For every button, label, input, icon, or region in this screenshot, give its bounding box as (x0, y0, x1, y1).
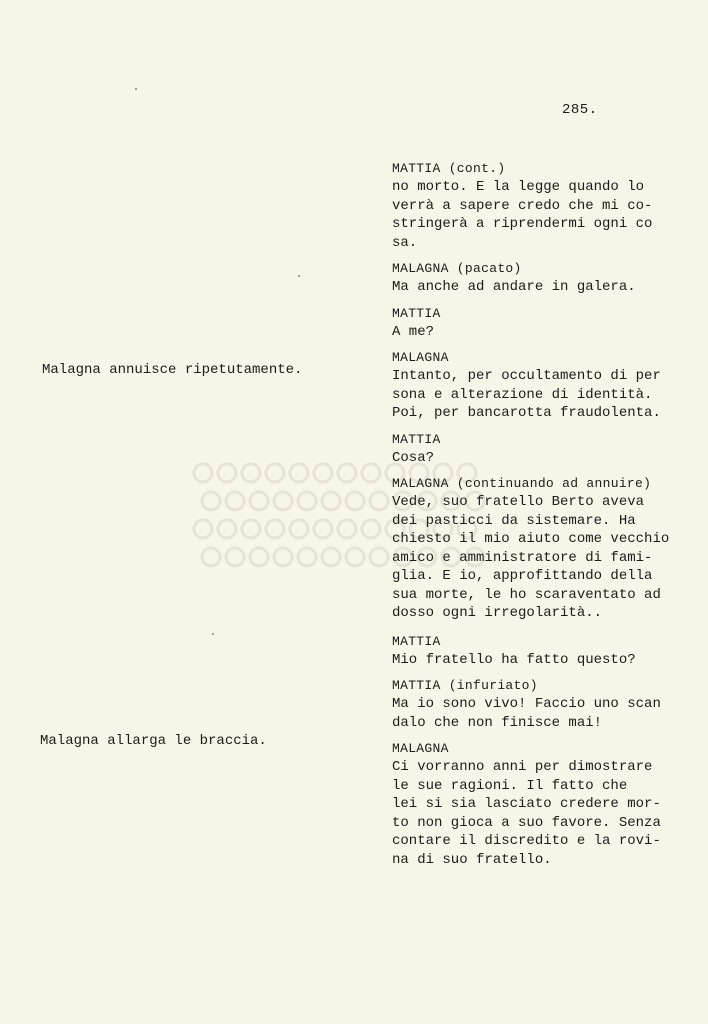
stage-direction-1: Malagna annuisce ripetutamente. (42, 362, 303, 378)
speech-text (392, 493, 702, 623)
speech-line: Ma anche ad andare in galera. (392, 279, 636, 295)
dialogue-column (392, 160, 702, 877)
speaker-name: MATTIA (392, 633, 441, 649)
speech-line: Vede, suo fratello Berto aveva (392, 494, 645, 510)
speech-line: dalo che non finisce mai! (392, 714, 603, 731)
speech-line: Ci vorranno anni per dimostrare (392, 759, 653, 775)
paper-speck (212, 633, 214, 635)
speech-text (392, 695, 702, 732)
dialogue-block (392, 677, 702, 732)
speech-line: Mio fratello ha fatto questo? (392, 651, 636, 668)
dialogue-block (392, 260, 702, 297)
speaker-name: MALAGNA (continuando ad annuire) (392, 476, 652, 491)
dialogue-block (392, 740, 702, 869)
dialogue-block (392, 475, 702, 623)
speech-line: Poi, per bancarotta fraudolenta. (392, 405, 661, 421)
speech-line: na di suo fratello. (392, 851, 552, 868)
speech-line: Cosa? (392, 449, 435, 466)
dialogue-block (392, 431, 702, 468)
speech-text (392, 758, 702, 869)
speech-line: stringerà a riprendermi ogni co (392, 216, 653, 232)
speech-text (392, 367, 702, 423)
speech-line: le sue ragioni. Il fatto che (392, 777, 628, 794)
speaker-name: MATTIA (infuriato) (392, 678, 538, 693)
speech-line: sona e alterazione di identità. (392, 386, 653, 403)
speaker-name: MALAGNA (392, 350, 449, 365)
speech-line: amico e amministratore di fami- (392, 549, 653, 566)
speaker-name: MATTIA (392, 305, 441, 321)
speech-line: A me? (392, 323, 435, 340)
stage-direction-2: Malagna allarga le braccia. (40, 733, 267, 749)
dialogue-block (392, 305, 702, 342)
paper-speck (298, 275, 300, 277)
paper-speck (135, 88, 137, 90)
speech-line: chiesto il mio aiuto come vecchio (392, 531, 670, 547)
speech-text (392, 178, 702, 252)
speaker-name: MALAGNA (392, 741, 449, 756)
speech-line: lei si sia lasciato credere mor- (392, 796, 661, 812)
speech-text (392, 651, 702, 670)
speaker-name: MATTIA (392, 431, 441, 447)
speech-line: contare il discredito e la rovi- (392, 833, 661, 849)
dialogue-block (392, 160, 702, 252)
speech-line: verrà a sapere credo che mi co- (392, 197, 653, 214)
speech-line: sa. (392, 234, 418, 251)
speech-text (392, 449, 702, 468)
dialogue-block (392, 633, 702, 670)
speech-text (392, 323, 702, 342)
speaker-name: MALAGNA (pacato) (392, 261, 522, 276)
speech-line: no morto. E la legge quando lo (392, 179, 645, 195)
page-number: 285. (562, 102, 598, 118)
speech-line: dei pasticci da sistemare. Ha (392, 512, 636, 529)
speech-line: dosso ogni irregolarità.. (392, 605, 603, 621)
speech-line: glia. E io, approfittando della (392, 568, 653, 584)
speech-line: Intanto, per occultamento di per (392, 368, 661, 384)
speech-line: sua morte, le ho scaraventato ad (392, 586, 661, 603)
speaker-name: MATTIA (cont.) (392, 161, 506, 176)
speech-line: Ma io sono vivo! Faccio uno scan (392, 696, 661, 712)
dialogue-block (392, 349, 702, 423)
speech-text (392, 278, 702, 297)
speech-line: to non gioca a suo favore. Senza (392, 814, 661, 831)
